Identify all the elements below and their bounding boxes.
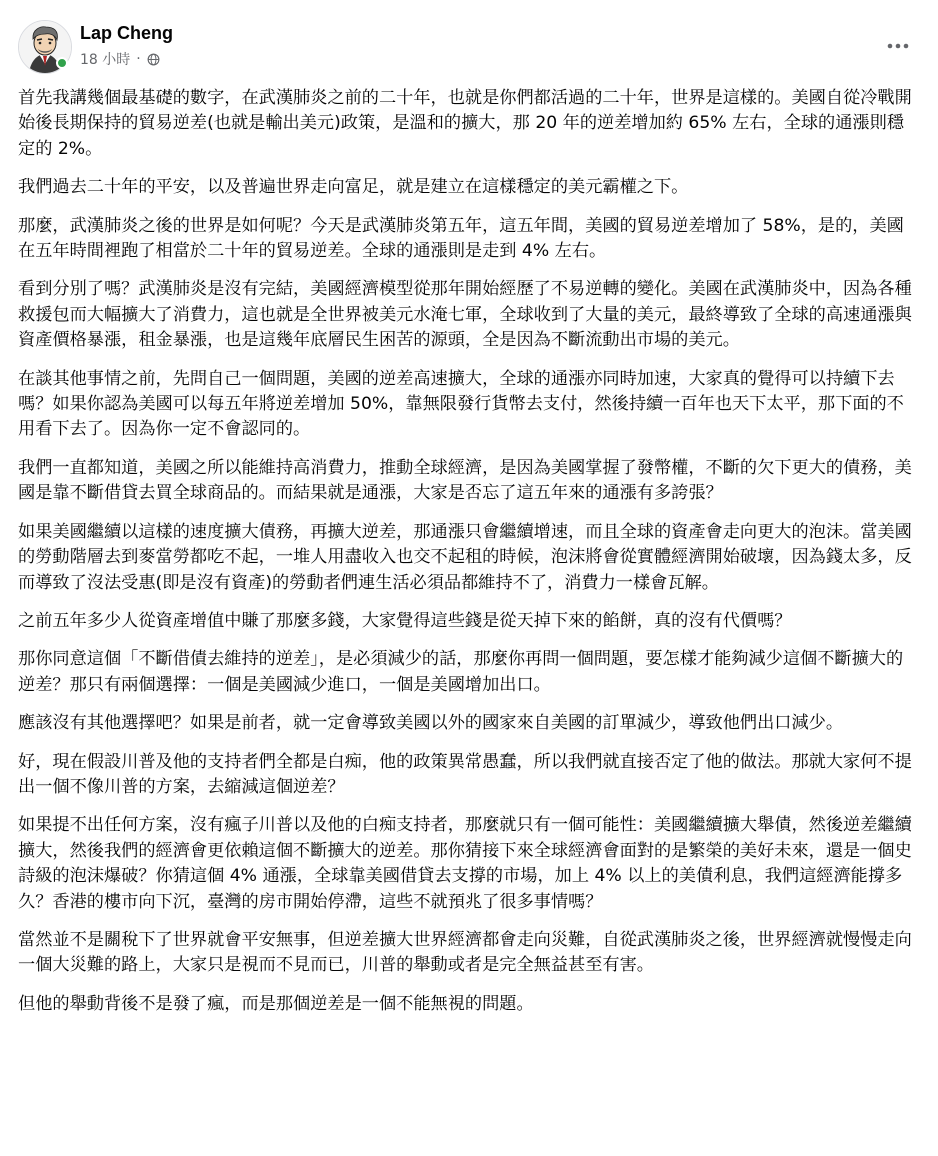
post-paragraph: 看到分別了嗎？武漢肺炎是沒有完結，美國經濟模型從那年開始經歷了不易逆轉的變化。美國在武漢肺炎中，因為各種救援包而大幅擴大了消費力，這也就是全世界被美元水淹七軍，全球收到了大量的美元，最終導致了全球的高速通漲與資產價格暴漲，租金暴漲，也是這幾年底層民生困苦的源頭，全是因為不斷流動出市場的美元。 [18,279,912,351]
more-options-button[interactable] [880,28,916,64]
post-paragraph: 好，現在假設川普及他的支持者們全都是白痴，他的政策異常愚蠢，所以我們就直接否定了他的做法。那就大家何不提出一個不像川普的方案，去縮減這個逆差？ [18,751,912,797]
globe-icon[interactable] [147,53,160,66]
post-paragraph: 我們一直都知道，美國之所以能維持高消費力，推動全球經濟，是因為美國掌握了發幣權，不斷的欠下更大的債務，美國是靠不斷借貸去買全球商品的。而結果就是通漲，大家是否忘了這五年來的通漲有多誇張？ [18,457,912,504]
post-paragraph: 但他的舉動背後不是發了瘋，而是那個逆差是一個不能無視的問題。 [18,993,534,1014]
post-header [18,18,920,74]
more-horizontal-icon [886,42,910,50]
post-paragraph: 當然並不是關稅下了世界就會平安無事，但逆差擴大世界經濟都會走向災難，自從武漢肺炎之後，世界經濟就慢慢走向一個大災難的路上，大家只是視而不見而已，川普的舉動或者是完全無益甚至有害。 [18,929,912,976]
post-paragraph: 如果提不出任何方案，沒有瘋子川普以及他的白痴支持者，那麼就只有一個可能性：美國繼續擴大舉債，然後逆差繼續擴大，然後我們的經濟會更依賴這個不斷擴大的逆差。那你猜接下來全球經濟會面對的是繁榮的美好未來，還是一個史詩級的泡沫爆破？你猜這個 4% 通漲，全球靠美國借貸去支撐的市場，加上 4% 以上的美債利息，我們這經濟能撐多久？香港的樓市向下沉，臺灣的房市開始停滯，這些不就預兆了很多事情嗎？ [18,815,912,912]
meta-separator: · [136,51,141,67]
author-name[interactable]: Lap Cheng [80,23,173,43]
post-body [18,86,920,1030]
post-meta [80,49,160,69]
post-paragraph: 如果美國繼續以這樣的速度擴大債務，再擴大逆差，那通漲只會繼續增速，而且全球的資產會走向更大的泡沫。當美國的勞動階層去到麥當勞都吃不起，一堆人用盡收入也交不起租的時候，泡沫將會從實體經濟開始破壞，因為錢太多，反而導致了沒法受惠(即是沒有資產)的勞動者們連生活必須品都維持不了，消費力一樣會瓦解。 [18,521,912,593]
online-status-dot [56,57,68,69]
post-paragraph: 在談其他事情之前，先問自己一個問題，美國的逆差高速擴大，全球的通漲亦同時加速，大家真的覺得可以持續下去嗎？如果你認為美國可以每五年將逆差增加 50%，靠無限發行貨幣去支付，然後持續一百年也天下太平，那下面的不用看下去了。因為你一定不會認同的。 [18,368,904,440]
post-paragraph: 首先我講幾個最基礎的數字，在武漢肺炎之前的二十年，也就是你們都活過的二十年，世界是這樣的。美國自從冷戰開始後長期保持的貿易逆差(也就是輸出美元)政策，是溫和的擴大，那 20 年的逆差增加約 65% 左右，全球的通漲則穩定的 2%。 [18,88,912,159]
post-paragraph: 之前五年多少人從資產增值中賺了那麼多錢，大家覺得這些錢是從天掉下來的餡餅，真的沒有代價嗎？ [18,610,792,631]
post-paragraph: 那麼，武漢肺炎之後的世界是如何呢？今天是武漢肺炎第五年，這五年間，美國的貿易逆差增加了 58%，是的，美國在五年時間裡跑了相當於二十年的貿易逆差。全球的通漲則是走到 4% 左右。 [18,215,904,262]
post-timestamp[interactable]: 18 小時 [80,52,131,68]
post-paragraph: 我們過去二十年的平安，以及普遍世界走向富足，就是建立在這樣穩定的美元霸權之下。 [18,177,689,198]
post-paragraph: 應該沒有其他選擇吧？如果是前者，就一定會導致美國以外的國家來自美國的訂單減少，導致他們出口減少。 [18,713,844,734]
post-paragraph: 那你同意這個「不斷借債去維持的逆差」，是必須減少的話，那麼你再問一個問題，要怎樣才能夠減少這個不斷擴大的逆差？那只有兩個選擇：一個是美國減少進口，一個是美國增加出口。 [18,649,904,695]
